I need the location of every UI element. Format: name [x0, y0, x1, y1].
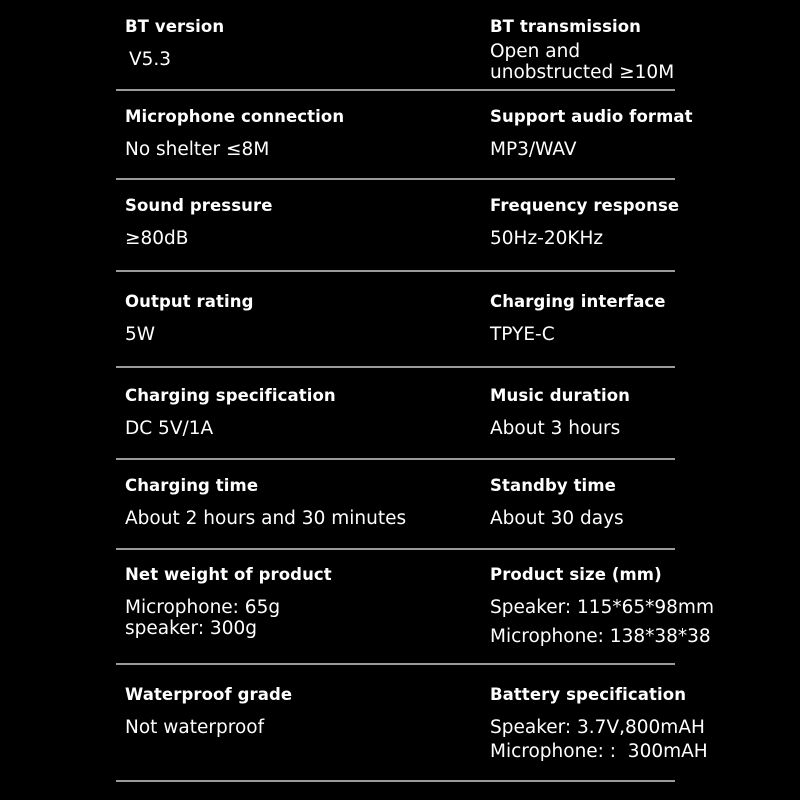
spec-output-rating	[125, 292, 465, 345]
spec-value	[125, 418, 465, 439]
spec-label: Support audio format	[490, 107, 693, 126]
spec-value	[125, 597, 465, 639]
spec-bt-transmission	[490, 17, 790, 83]
spec-label: Music duration	[490, 386, 631, 405]
spec-value-line: Speaker: 3.7V,800mAH	[490, 717, 705, 738]
spec-charging-time	[125, 476, 465, 529]
spec-label: Charging specification	[125, 386, 336, 405]
row-divider	[116, 780, 675, 782]
spec-label: Frequency response	[490, 196, 680, 215]
spec-charging-interface	[490, 292, 790, 345]
spec-charging-specification	[125, 386, 465, 439]
spec-value	[125, 717, 465, 738]
spec-value-line: 5W	[125, 324, 156, 345]
spec-value-line: Microphone: 65g	[125, 597, 281, 618]
row-divider	[116, 366, 675, 368]
spec-bt-version	[125, 17, 465, 70]
spec-microphone-connection	[125, 107, 465, 160]
spec-battery-specification	[490, 685, 790, 762]
spec-value-line: Not waterproof	[125, 717, 265, 738]
spec-value-line: ≥80dB	[125, 228, 189, 249]
spec-value	[490, 228, 790, 249]
row-divider	[116, 663, 675, 665]
spec-value	[490, 508, 790, 529]
spec-value	[490, 139, 790, 160]
spec-label: Product size (mm)	[490, 565, 662, 584]
spec-value-line: About 30 days	[490, 508, 624, 529]
spec-value-line: Open and	[490, 41, 581, 62]
spec-label: BT version	[125, 17, 225, 36]
spec-value-line: No shelter ≤8M	[125, 139, 270, 160]
spec-value	[490, 41, 790, 83]
spec-value-line: Speaker: 115*65*98mm	[490, 597, 714, 618]
spec-value	[490, 597, 790, 647]
spec-audio-format	[490, 107, 790, 160]
spec-value	[125, 228, 465, 249]
spec-label: Sound pressure	[125, 196, 273, 215]
row-divider	[116, 548, 675, 550]
spec-value-line: DC 5V/1A	[125, 418, 214, 439]
spec-label: Battery specification	[490, 685, 687, 704]
spec-value-line: Microphone: : 300mAH	[490, 741, 708, 762]
spec-value-line: 50Hz-20KHz	[490, 228, 604, 249]
spec-frequency-response	[490, 196, 790, 249]
spec-value-line: MP3/WAV	[490, 139, 577, 160]
spec-value-line: V5.3	[129, 49, 172, 70]
spec-label: Charging interface	[490, 292, 666, 311]
spec-value	[125, 49, 465, 70]
spec-value	[490, 324, 790, 345]
spec-standby-time	[490, 476, 790, 529]
row-divider	[116, 458, 675, 460]
spec-value	[125, 139, 465, 160]
spec-value	[125, 324, 465, 345]
spec-value-line: Microphone: 138*38*38	[490, 626, 711, 647]
spec-value-line: About 2 hours and 30 minutes	[125, 508, 407, 529]
spec-net-weight	[125, 565, 465, 639]
spec-label: BT transmission	[490, 17, 642, 36]
spec-value-line: speaker: 300g	[125, 618, 257, 639]
spec-music-duration	[490, 386, 790, 439]
spec-waterproof-grade	[125, 685, 465, 738]
spec-value-line: TPYE-C	[490, 324, 555, 345]
spec-value-line: unobstructed ≥10M	[490, 62, 675, 83]
row-divider	[116, 89, 675, 91]
spec-label: Net weight of product	[125, 565, 332, 584]
spec-label: Microphone connection	[125, 107, 345, 126]
spec-value	[125, 508, 465, 529]
spec-value	[490, 418, 790, 439]
spec-label: Output rating	[125, 292, 254, 311]
row-divider	[116, 270, 675, 272]
spec-label: Standby time	[490, 476, 616, 495]
spec-label: Waterproof grade	[125, 685, 293, 704]
row-divider	[116, 178, 675, 180]
spec-label: Charging time	[125, 476, 259, 495]
spec-value-line: About 3 hours	[490, 418, 621, 439]
spec-sound-pressure	[125, 196, 465, 249]
spec-product-size	[490, 565, 790, 647]
spec-value	[490, 717, 790, 762]
